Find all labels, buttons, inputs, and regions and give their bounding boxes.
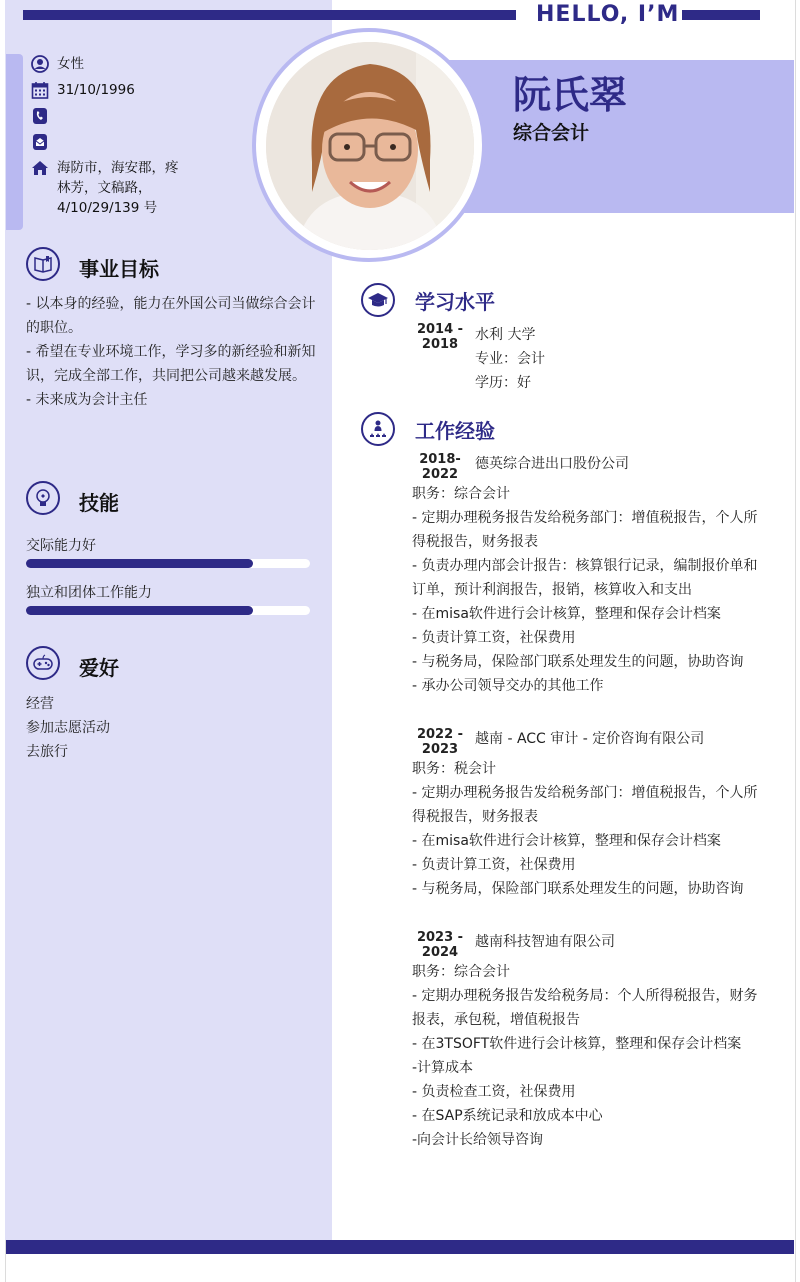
contact-birthdate: 31/10/1996	[31, 80, 201, 100]
top-bar-right	[682, 10, 760, 20]
education-details: 水利 大学 专业：会计 学历：好	[475, 327, 545, 391]
profile-photo	[266, 42, 474, 250]
skill-bar-fill	[26, 606, 253, 615]
calendar-icon	[31, 80, 49, 100]
list-item: 经营	[26, 696, 54, 712]
email-icon	[31, 132, 49, 152]
skill-bar	[26, 559, 310, 568]
hobbies-list	[26, 692, 110, 764]
book-icon	[26, 247, 60, 281]
objective-text: - 以本身的经验，能力在外国公司当做综合会计的职位。 - 希望在专业环境工作，学习多的新经验和新知识，完成全部工作，共同把公司越来越发展。 - 未来成为会计主任	[26, 296, 316, 408]
education-years: 2014 - 2018	[416, 322, 464, 352]
job-years: 2023 - 2024	[416, 930, 464, 960]
contact-address: 海防市，海安郡，疼 林芳，文稿路， 4/10/29/139 号	[31, 158, 201, 218]
job-details: 职务：综合会计 - 定期办理税务报告发给税务部门：增值税报告，个人所得税报告，财务报表 - 负责办理内部会计报告：核算银行记录，编制报价单和订单，预计利润报告，报销，核算收入和支出 - 在misa软件进行会计核算，整理和保存会计档案 - 负责计算工资，社保费用 - 与税务局，保险部门联系处理发生的问题，协助咨询 - 承办公司领导交办的其他工作	[412, 486, 758, 694]
phone-icon	[31, 106, 49, 126]
team-icon	[361, 412, 395, 446]
objective-title: 事业目标	[79, 257, 159, 281]
experience-title: 工作经验	[415, 419, 495, 443]
job-details: 职务：综合会计 - 定期办理税务报告发给税务局：个人所得税报告，财务报表，承包税，增值税报告 - 在3TSOFT软件进行会计核算，整理和保存会计档案 -计算成本 - 负责检查工资，社保费用 - 在SAP系统记录和放成本中心 -向会计长给领导咨询	[412, 964, 758, 1148]
job-company: 越南 - ACC 审计 - 定价咨询有限公司	[475, 731, 705, 747]
skill-label: 交际能力好	[26, 538, 96, 554]
job-years: 2018- 2022	[419, 452, 461, 482]
contact-gender: 女性	[31, 54, 201, 74]
list-item: 去旅行	[26, 744, 68, 760]
skill-label: 独立和团体工作能力	[26, 585, 152, 601]
top-bar-left	[23, 10, 516, 20]
job-company: 德英综合进出口股份公司	[475, 456, 629, 472]
job-role: 综合会计	[513, 122, 590, 144]
graduation-cap-icon	[361, 283, 395, 317]
contact-accent-bar	[6, 54, 23, 230]
skill-bar	[26, 606, 310, 615]
home-icon	[31, 158, 49, 178]
hobbies-title: 爱好	[79, 656, 119, 680]
person-name: 阮氏翠	[513, 73, 628, 117]
job-details: 职务：税会计 - 定期办理税务报告发给税务部门：增值税报告，个人所得税报告，财务报表 - 在misa软件进行会计核算，整理和保存会计档案 - 负责计算工资，社保费用 - 与税务局，保险部门联系处理发生的问题，协助咨询	[412, 761, 758, 897]
education-title: 学习水平	[415, 290, 495, 314]
skills-title: 技能	[79, 491, 119, 515]
gamepad-icon	[26, 646, 60, 680]
list-item: 参加志愿活动	[26, 720, 110, 736]
job-years: 2022 - 2023	[416, 727, 464, 757]
job-company: 越南科技智迪有限公司	[475, 934, 615, 950]
lightbulb-icon	[26, 481, 60, 515]
bottom-bar	[6, 1240, 794, 1254]
contact-block	[31, 54, 201, 224]
skill-bar-fill	[26, 559, 253, 568]
contact-email	[31, 132, 201, 152]
hello-heading: HELLO, I’M	[536, 2, 680, 27]
user-icon	[31, 54, 49, 74]
contact-phone	[31, 106, 201, 126]
